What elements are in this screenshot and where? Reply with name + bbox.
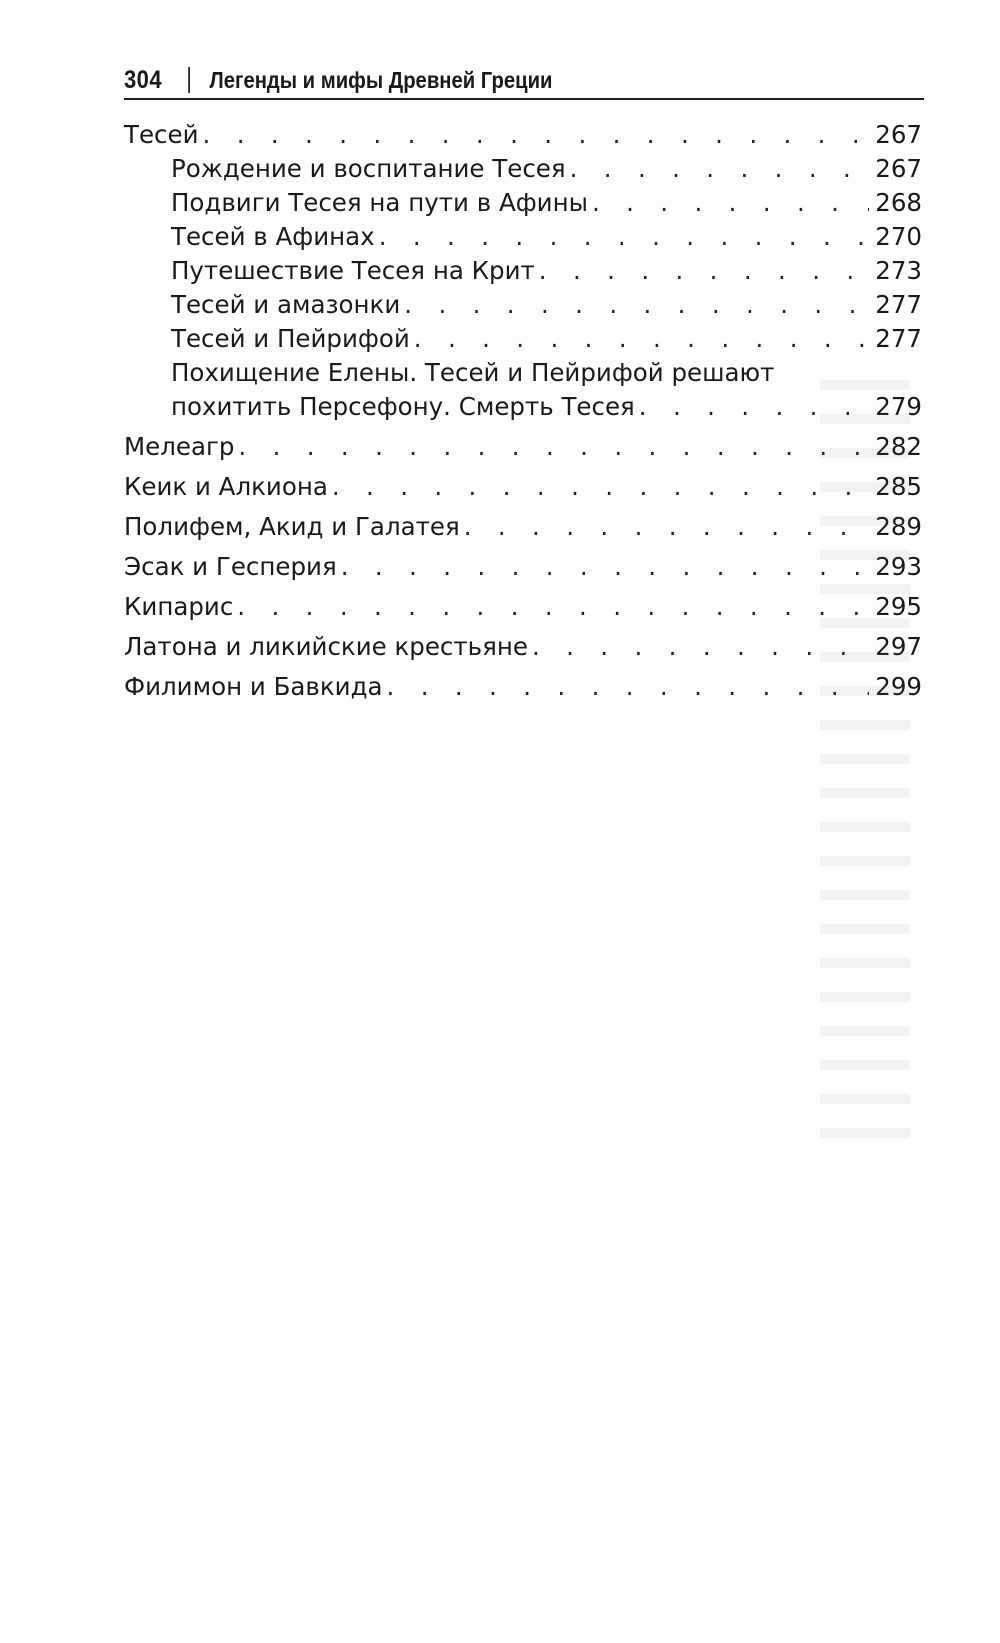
toc-subentry-page: 268 xyxy=(875,188,922,217)
dot-leader xyxy=(404,288,869,322)
toc-subentry[interactable] xyxy=(124,322,922,356)
toc-entry-page: 282 xyxy=(875,432,922,461)
toc-subentry-page: 267 xyxy=(875,154,922,183)
toc-subentry-page: 279 xyxy=(875,392,922,421)
toc-entry-title: Кеик и Алкиона xyxy=(124,472,328,501)
toc-subentry-multiline[interactable] xyxy=(124,356,922,424)
toc-entry-page: 295 xyxy=(875,592,922,621)
dot-leader xyxy=(379,220,870,254)
toc-subentry[interactable] xyxy=(124,186,922,220)
dot-leader xyxy=(237,590,869,624)
toc-entry[interactable] xyxy=(124,118,922,152)
dot-leader xyxy=(532,630,869,664)
toc-subentry-page: 273 xyxy=(875,256,922,285)
toc-subentry-page: 270 xyxy=(875,222,922,251)
toc-subentry[interactable] xyxy=(124,254,922,288)
toc-subentry-title: Путешествие Тесея на Крит xyxy=(171,256,535,285)
toc-subentry-title-line2: похитить Персефону. Смерть Тесея xyxy=(171,392,635,421)
toc-subentry-title: Подвиги Тесея на пути в Афины xyxy=(171,188,588,217)
header-rule xyxy=(124,98,924,100)
dot-leader xyxy=(332,470,869,504)
dot-leader xyxy=(464,510,870,544)
toc-entry[interactable] xyxy=(124,550,922,584)
toc-subentry-title: Тесей и амазонки xyxy=(171,290,401,319)
toc-entry-page: 267 xyxy=(875,120,922,149)
toc-entry[interactable] xyxy=(124,510,922,544)
toc-entry-title: Мелеагр xyxy=(124,432,235,461)
toc-entry-title: Филимон и Бавкида xyxy=(124,672,383,701)
dot-leader xyxy=(203,118,870,152)
toc-entry-page: 285 xyxy=(875,472,922,501)
dot-leader xyxy=(341,550,870,584)
toc-subentry-title: Рождение и воспитание Тесея xyxy=(171,154,566,183)
toc-entry[interactable] xyxy=(124,670,922,704)
toc-entry[interactable] xyxy=(124,470,922,504)
toc-entry-title: Латона и ликийские крестьяне xyxy=(124,632,528,661)
toc-section-theseus xyxy=(124,118,922,424)
toc-entry-page: 289 xyxy=(875,512,922,541)
book-title: Легенды и мифы Древней Греции xyxy=(209,66,553,93)
toc-subentry-last-line xyxy=(124,390,922,424)
toc-entry-title: Кипарис xyxy=(124,592,234,621)
page-number: 304 xyxy=(124,65,163,94)
toc-entry-page: 293 xyxy=(875,552,922,581)
table-of-contents xyxy=(124,118,922,710)
dot-leader xyxy=(414,322,869,356)
toc-subentry[interactable] xyxy=(124,220,922,254)
toc-entry-title: Эсак и Гесперия xyxy=(124,552,337,581)
toc-subentry[interactable] xyxy=(124,288,922,322)
toc-subentry-title: Тесей и Пейрифой xyxy=(171,324,410,353)
dot-leader xyxy=(539,254,869,288)
toc-subentry-title-line1: Похищение Елены. Тесей и Пейрифой решают xyxy=(171,358,775,387)
dot-leader xyxy=(238,430,869,464)
toc-entry-page: 299 xyxy=(875,672,922,701)
toc-entry-title: Тесей xyxy=(124,120,199,149)
toc-entry[interactable] xyxy=(124,630,922,664)
toc-subentry[interactable] xyxy=(124,152,922,186)
running-head xyxy=(124,60,828,100)
show-through-texture xyxy=(820,380,910,1140)
toc-subentry-title: Тесей в Афинах xyxy=(171,222,375,251)
toc-entry[interactable] xyxy=(124,430,922,464)
dot-leader xyxy=(570,152,870,186)
dot-leader xyxy=(387,670,870,704)
dot-leader xyxy=(592,186,869,220)
toc-entry-title: Полифем, Акид и Галатея xyxy=(124,512,460,541)
toc-subentry-page: 277 xyxy=(875,290,922,319)
toc-entry-page: 297 xyxy=(875,632,922,661)
toc-entry[interactable] xyxy=(124,590,922,624)
header-separator xyxy=(188,67,190,93)
toc-subentry-page: 277 xyxy=(875,324,922,353)
